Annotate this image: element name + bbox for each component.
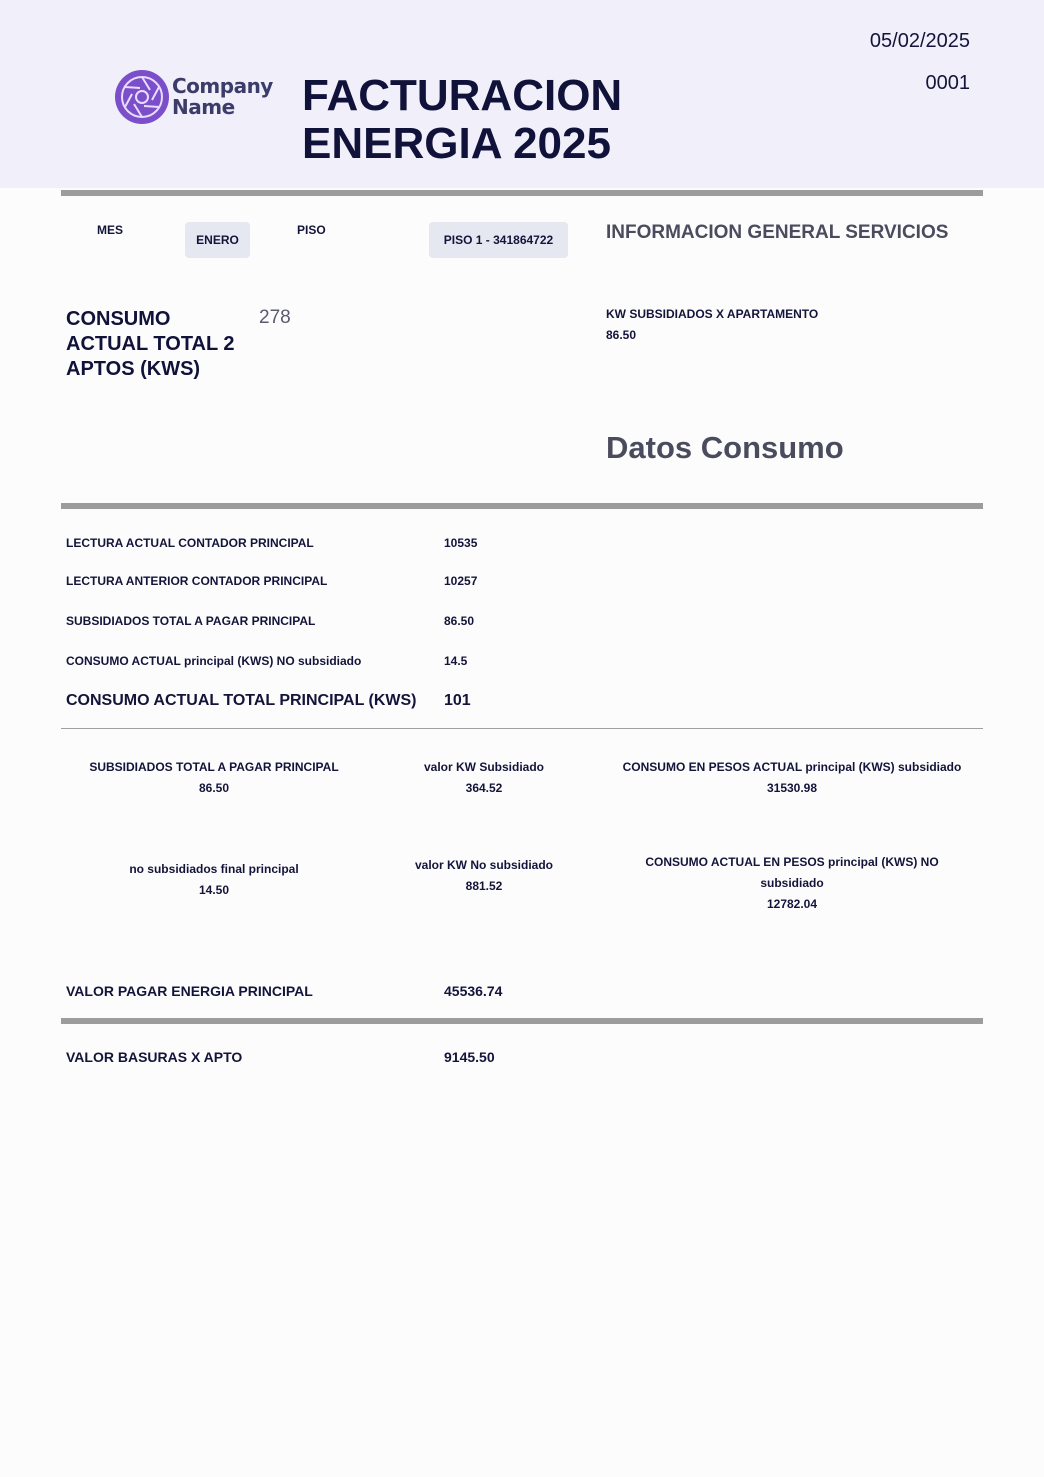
valor-pagar-value: 45536.74 <box>444 983 503 999</box>
reading-label: SUBSIDIADOS TOTAL A PAGAR PRINCIPAL <box>66 614 316 628</box>
kw-subsidiados-label: KW SUBSIDIADOS X APARTAMENTO <box>606 307 819 321</box>
divider-readings <box>61 503 983 509</box>
grid-cell-label: no subsidiados final principal <box>129 862 299 876</box>
reading-value: 10257 <box>444 574 478 588</box>
basuras-value: 9145.50 <box>444 1049 495 1065</box>
invoice-date: 05/02/2025 <box>869 30 970 52</box>
grid-cell-value: 881.52 <box>465 879 503 893</box>
kw-subsidiados-value: 86.50 <box>606 328 637 342</box>
mes-selector[interactable]: ENERO <box>185 222 250 258</box>
info-section-title: INFORMACION GENERAL SERVICIOS <box>606 222 949 243</box>
consumo-total-value: 278 <box>259 307 291 328</box>
valor-pagar-label: VALOR PAGAR ENERGIA PRINCIPAL <box>66 983 313 999</box>
reading-total-label: CONSUMO ACTUAL TOTAL PRINCIPAL (KWS) <box>66 692 417 709</box>
piso-label: PISO <box>297 223 326 237</box>
divider-grid <box>61 728 983 729</box>
header-band <box>0 0 1044 188</box>
reading-label: LECTURA ACTUAL CONTADOR PRINCIPAL <box>66 536 314 550</box>
grid-cell-label: CONSUMO ACTUAL EN PESOS principal (KWS) NO subsidiado <box>645 855 939 890</box>
grid-cell <box>612 852 972 915</box>
grid-cell-label: SUBSIDIADOS TOTAL A PAGAR PRINCIPAL <box>89 760 339 774</box>
piso-selector[interactable]: PISO 1 - 341864722 <box>429 222 568 258</box>
grid-cell <box>394 757 574 799</box>
grid-cell-value: 364.52 <box>465 781 503 795</box>
grid-cell-value: 12782.04 <box>766 897 818 911</box>
grid-cell <box>394 855 574 897</box>
grid-cell-value: 14.50 <box>198 883 230 897</box>
company-logo <box>114 68 273 126</box>
title-line-1: FACTURACION <box>302 71 623 120</box>
datos-consumo-title: Datos Consumo <box>606 430 844 465</box>
aperture-logo-icon <box>114 68 170 126</box>
consumo-total-label: CONSUMO ACTUAL TOTAL 2 APTOS (KWS) <box>66 308 235 380</box>
reading-label: CONSUMO ACTUAL principal (KWS) NO subsidiado <box>66 654 362 668</box>
grid-cell <box>84 859 344 901</box>
grid-cell <box>84 757 344 799</box>
page-title <box>302 72 622 168</box>
reading-label: LECTURA ANTERIOR CONTADOR PRINCIPAL <box>66 574 328 588</box>
grid-cell-value: 86.50 <box>198 781 230 795</box>
title-line-2: ENERGIA 2025 <box>302 119 611 168</box>
reading-value: 14.5 <box>444 654 468 668</box>
grid-cell-label: CONSUMO EN PESOS ACTUAL principal (KWS) subsidiado <box>622 760 962 774</box>
logo-text-name: Name <box>172 95 235 119</box>
reading-value: 10535 <box>444 536 478 550</box>
logo-text-company: Company <box>172 74 273 98</box>
mes-label: MES <box>97 223 124 237</box>
grid-cell-label: valor KW No subsidiado <box>414 858 553 872</box>
reading-total-value: 101 <box>444 692 471 709</box>
invoice-number: 0001 <box>925 72 970 94</box>
reading-value: 86.50 <box>444 614 475 628</box>
grid-cell-label: valor KW Subsidiado <box>423 760 544 774</box>
grid-cell-value: 31530.98 <box>766 781 818 795</box>
divider-bottom <box>61 1018 983 1024</box>
basuras-label: VALOR BASURAS X APTO <box>66 1049 243 1065</box>
grid-cell <box>612 757 972 799</box>
divider-top <box>61 190 983 196</box>
